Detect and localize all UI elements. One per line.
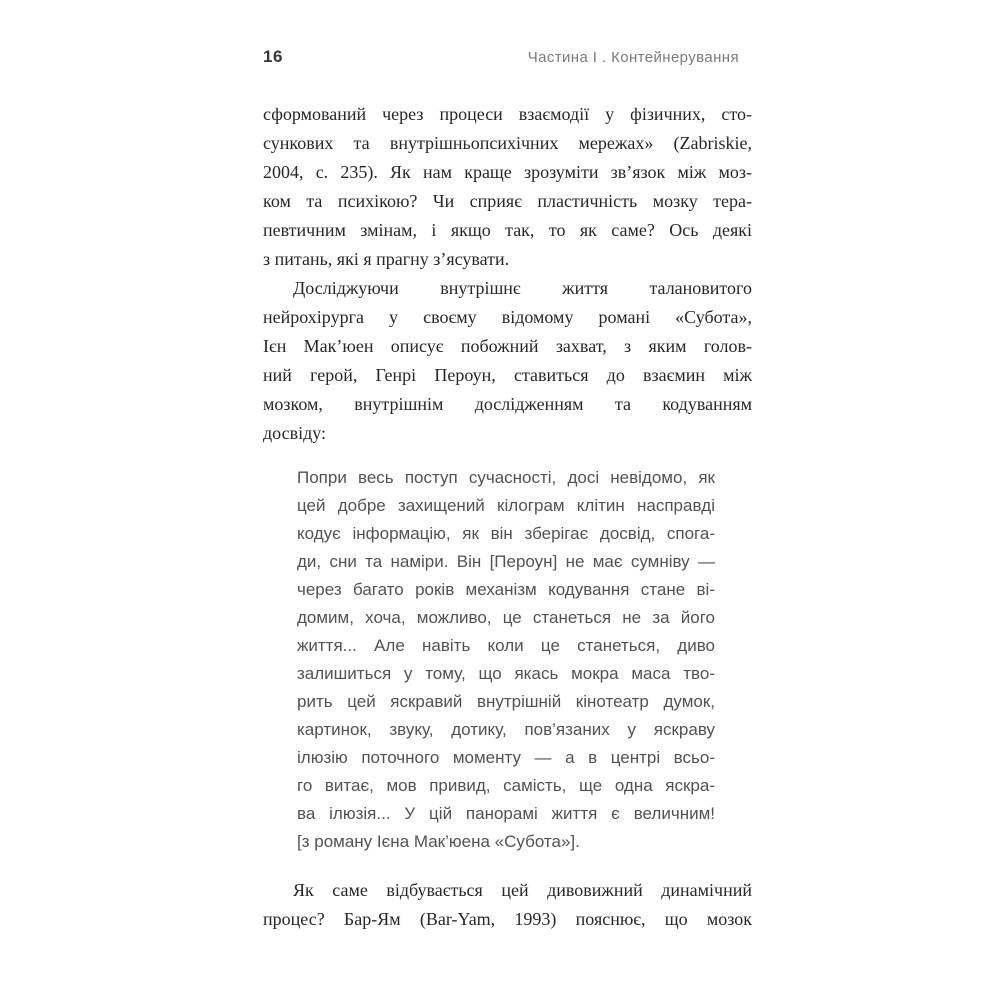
text-line: 2004, с. 235). Як нам краще зрозуміти зв’язок між моз- [263, 162, 752, 182]
text-line: життя... Але навіть коли це станеться, диво [297, 636, 715, 655]
text-line: досвіду: [263, 423, 327, 443]
text-column [263, 100, 752, 934]
text-line: ілюзію поточного моменту — а в центрі всьо- [297, 748, 715, 767]
text-line: ком та психікою? Чи сприяє пластичність мозку тера- [263, 191, 752, 211]
text-line: картинок, звуку, дотику, пов’язаних у яскраву [297, 720, 715, 739]
text-line: го витає, мов привид, самість, ще одна яскра- [297, 776, 715, 795]
text-line: залишиться у тому, що якась мокра маса тво- [297, 664, 715, 683]
text-line: нейрохірурга у своєму відомому романі «Субота», [263, 307, 752, 327]
paragraph-continuation [263, 100, 752, 274]
text-line: цей добре захищений кілограм клітин насправді [297, 496, 715, 515]
text-line: мозком, внутрішнім дослідженням та кодуванням [263, 394, 752, 414]
text-line: певтичним змінам, і якщо так, то як саме? Ось деякі [263, 220, 752, 240]
text-line: ва ілюзія... У цій панорамі життя є величним! [297, 804, 715, 823]
text-line: процес? Бар-Ям (Bar-Yam, 1993) пояснює, що мозок [263, 909, 752, 929]
text-line: кодує інформацію, як він зберігає досвід, спога- [297, 524, 715, 543]
running-head: Частина І . Контейнерування [527, 49, 739, 66]
text-line: Ієн Мак’юен описує побожний захват, з яким голов- [263, 336, 752, 356]
paragraph-mcewan-intro [263, 274, 752, 448]
text-line: Досліджуючи внутрішнє життя талановитого [293, 278, 752, 298]
block-quote-saturday-novel [297, 464, 715, 856]
paragraph-bar-yam [263, 876, 752, 934]
text-line: рить цей яскравий внутрішній кінотеатр думок, [297, 692, 715, 711]
text-line: [з роману Ієна Мак’юена «Субота»]. [297, 832, 580, 851]
text-line: Попри весь поступ сучасності, досі невідомо, як [297, 468, 715, 487]
text-line: сункових та внутрішньопсихічних мережах» (Zabriskie, [263, 133, 752, 153]
text-line: через багато років механізм кодування стане ві- [297, 580, 715, 599]
page-number: 16 [263, 47, 283, 66]
text-line: Як саме відбувається цей дивовижний динамічний [293, 880, 752, 900]
text-line: з питань, які я прагну з’ясувати. [263, 249, 510, 269]
text-line: ний герой, Генрі Пероун, ставиться до взаємин між [263, 365, 752, 385]
page-header [263, 47, 739, 67]
text-line: домим, хоча, можливо, це станеться не за його [297, 608, 715, 627]
text-line: сформований через процеси взаємодії у фізичних, сто- [263, 104, 752, 124]
text-line: ди, сни та наміри. Він [Пероун] не має сумніву — [297, 552, 715, 571]
